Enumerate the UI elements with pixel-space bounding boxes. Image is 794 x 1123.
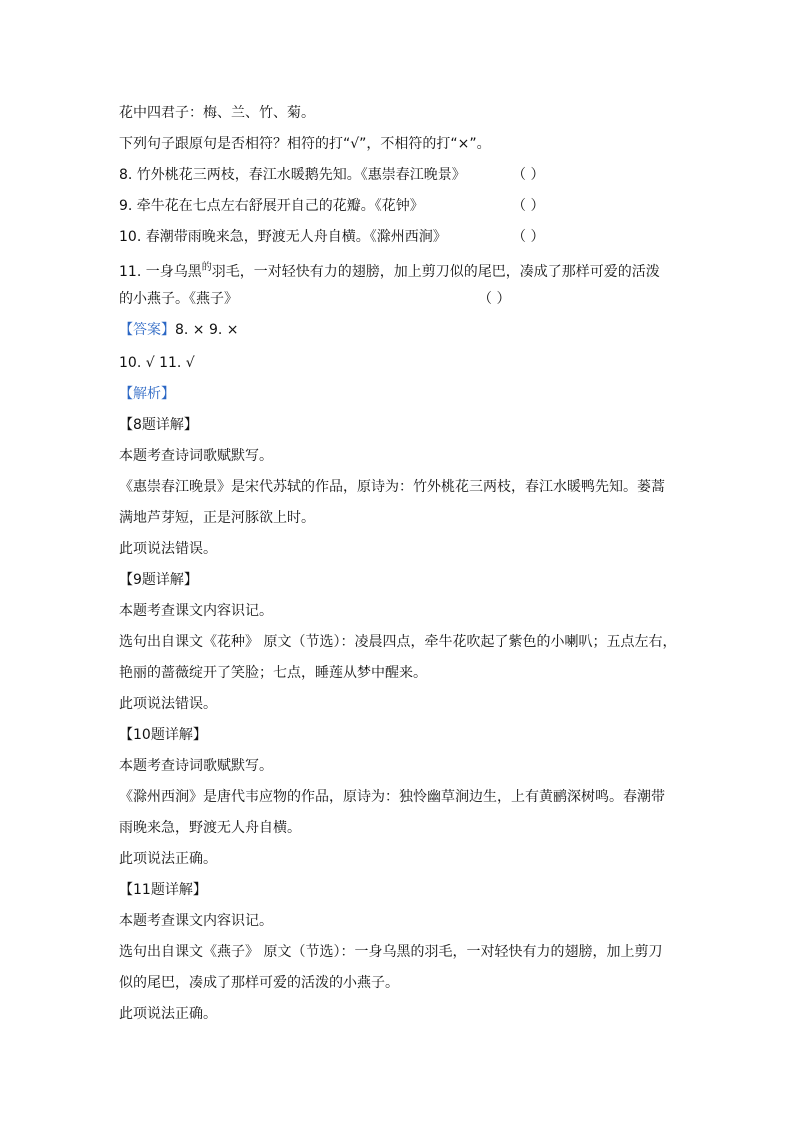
detail-9-line: 艳丽的蔷薇绽开了笑脸；七点，睡莲从梦中醒来。 [119,665,427,681]
detail-10-line: 此项说法正确。 [119,851,217,867]
detail-11-line: 似的尾巴，凑成了那样可爱的活泼的小燕子。 [119,975,399,991]
detail-10-line: 本题考查诗词歌赋默写。 [119,758,273,774]
question-8: 8. 竹外桃花三两枝，春江水暖鹅先知。《惠崇春江晚景》 [119,167,466,183]
detail-10-line: 雨晚来急，野渡无人舟自横。 [119,820,301,836]
detail-8-heading: 【8题详解】 [119,417,198,433]
question-11-line2: 的小燕子。《燕子》 [119,291,238,307]
answer-label: 【答案】 [119,322,175,338]
question-9: 9. 牵牛花在七点左右舒展开自己的花瓣。《花钟》 [119,198,424,214]
answer-row-2: 10. √ 11. √ [119,355,195,371]
question-11-superscript: 的 [201,262,212,273]
detail-9-line: 本题考查课文内容识记。 [119,603,273,619]
intro-line: 花中四君子：梅、兰、竹、菊。 [119,105,315,121]
detail-11-heading: 【11题详解】 [119,882,207,898]
answer-blank-10: （ ） [512,229,545,245]
detail-11-line: 此项说法正确。 [119,1006,217,1022]
detail-11-line: 本题考查课文内容识记。 [119,913,273,929]
question-10: 10. 春潮带雨晚来急，野渡无人舟自横。《滁州西涧》 [119,229,447,245]
analysis-label: 【解析】 [119,386,175,402]
question-11-part-a: 11. 一身乌黑 [119,264,202,280]
detail-8-line: 此项说法错误。 [119,541,217,557]
detail-9-line: 此项说法错误。 [119,696,217,712]
detail-8-line: 《惠崇春江晚景》是宋代苏轼的作品，原诗为：竹外桃花三两枝，春江水暖鸭先知。蒌蒿 [119,479,665,495]
answer-blank-11: （ ） [478,291,511,307]
instruction-line: 下列句子跟原句是否相符？相符的打“√”，不相符的打“×”。 [119,136,491,152]
detail-9-heading: 【9题详解】 [119,572,198,588]
detail-9-line: 选句出自课文《花种》 原文（节选）：凌晨四点，牵牛花吹起了紫色的小喇叭；五点左右， [119,634,677,650]
detail-11-line: 选句出自课文《燕子》 原文（节选）：一身乌黑的羽毛，一对轻快有力的翅膀，加上剪刀 [119,944,663,960]
detail-10-heading: 【10题详解】 [119,727,207,743]
answer-blank-9: （ ） [512,198,545,214]
detail-8-line: 满地芦芽短，正是河豚欲上时。 [119,510,315,526]
answer-row-1 [119,320,239,340]
detail-10-line: 《滁州西涧》是唐代韦应物的作品，原诗为：独怜幽草涧边生，上有黄鹂深树鸣。春潮带 [119,789,665,805]
answer-blank-8: （ ） [512,167,545,183]
detail-8-line: 本题考查诗词歌赋默写。 [119,448,273,464]
question-11-line1 [119,262,660,284]
answer-row-1-text: 8. × 9. × [175,322,239,338]
question-11-part-b: 羽毛，一对轻快有力的翅膀，加上剪刀似的尾巴，凑成了那样可爱的活泼 [211,264,660,280]
